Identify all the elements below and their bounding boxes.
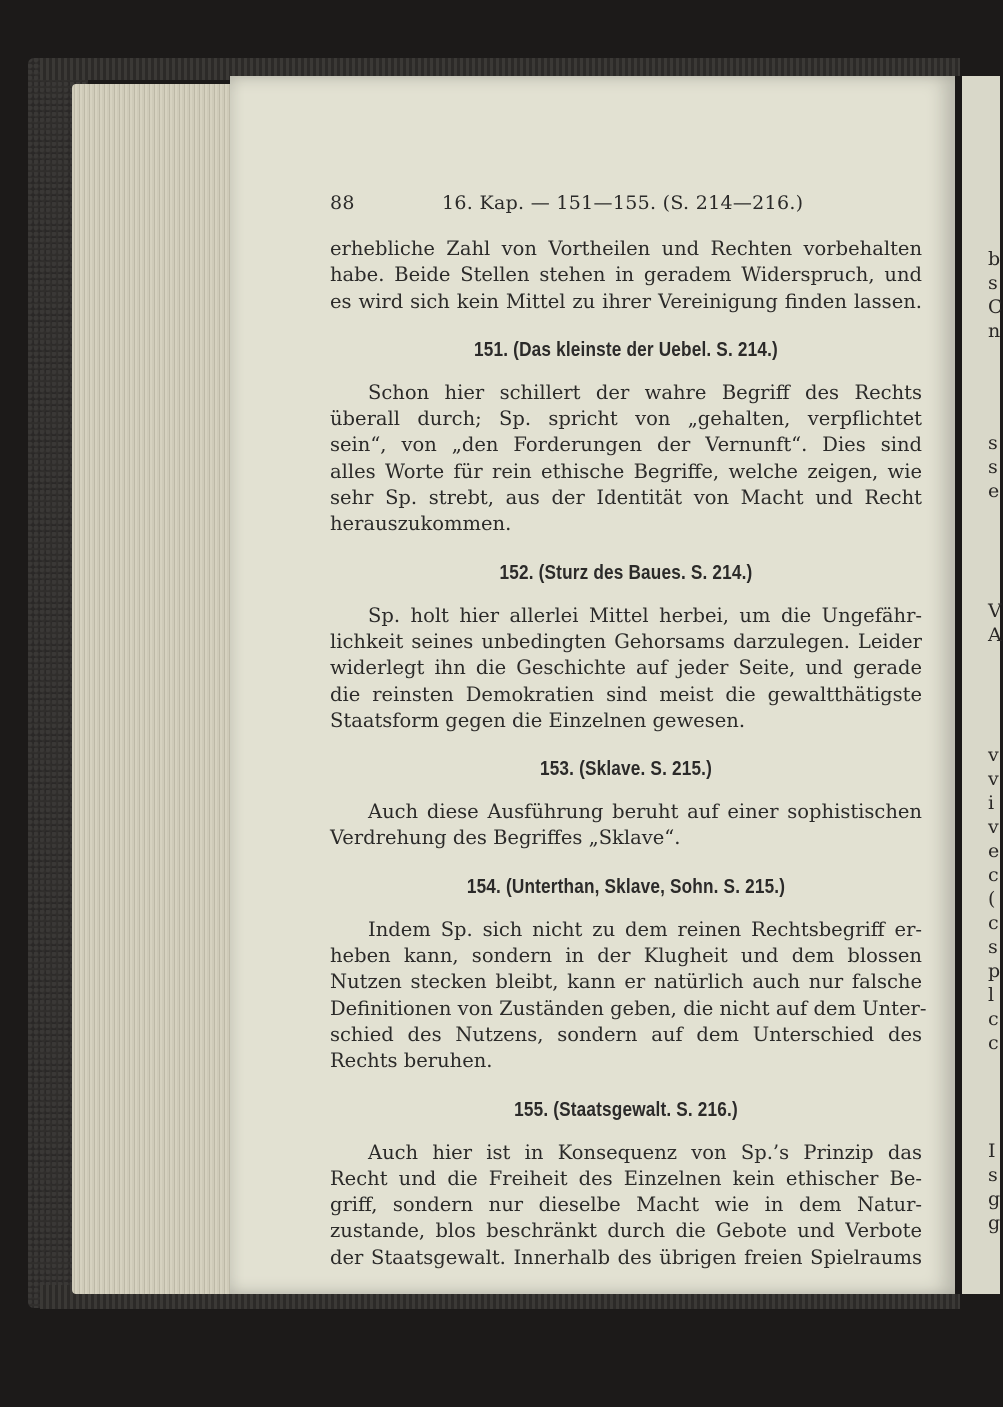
text-line: lichkeit seines unbedingten Gehorsams darzulegen. Leider: [330, 629, 922, 653]
facing-page-letter: c: [988, 1032, 999, 1054]
text-line: sehr Sp. strebt, aus der Identität von Macht und Recht: [330, 486, 922, 510]
section-155: [330, 1099, 922, 1271]
text-line: habe. Beide Stellen stehen in geradem Widerspruch, und: [330, 263, 922, 287]
facing-page-letter: s: [988, 456, 998, 478]
facing-page-letter: s: [988, 432, 998, 454]
text-line: die reinsten Demokratien sind meist die gewaltthätigste: [330, 682, 922, 706]
facing-page-letter: n: [988, 320, 1001, 342]
section-154: [330, 875, 927, 1075]
facing-page-letter: C: [988, 296, 1003, 318]
facing-page-letter: g: [988, 1188, 1001, 1210]
intro-paragraph: [330, 236, 922, 315]
section-heading: 155. (Staatsgewalt. S. 216.): [514, 1098, 738, 1121]
facing-page-letter: (: [988, 888, 996, 910]
facing-page-letter: v: [988, 744, 999, 766]
section-heading: 154. (Unterthan, Sklave, Sohn. S. 215.): [466, 875, 786, 898]
facing-page-letter: v: [988, 768, 999, 790]
text-line: der Staatsgewalt. Innerhalb des übrigen freien Spielraums: [330, 1245, 922, 1269]
section-paragraph: [330, 799, 922, 852]
text-line: herauszukommen.: [330, 512, 512, 536]
facing-page-letter: c: [988, 864, 999, 886]
facing-page-letter: p: [988, 960, 1001, 982]
text-line: Nutzen stecken bleibt, kann er natürlich auch nur falsche: [330, 970, 922, 994]
text-line: Definitionen von Zuständen geben, die nicht auf dem Unter-: [330, 996, 927, 1020]
text-line: erhebliche Zahl von Vortheilen und Rechten vorbehalten: [330, 237, 922, 260]
facing-page-letter: I: [988, 1140, 996, 1162]
text-line: widerlegt ihn die Geschichte auf jeder Seite, und gerade: [330, 656, 922, 680]
section-152: [330, 562, 922, 734]
facing-page-letter: s: [988, 272, 998, 294]
text-line: schied des Nutzens, sondern auf dem Unterschied des: [330, 1022, 922, 1046]
page-text: [330, 192, 927, 1271]
page-number: 88: [330, 192, 355, 214]
section-paragraph: [330, 380, 922, 538]
facing-page-letter: l: [988, 984, 995, 1006]
section-paragraph: [330, 1140, 922, 1271]
running-header: [330, 192, 922, 214]
section-153: [330, 758, 922, 852]
section-heading: 151. (Das kleinste der Uebel. S. 214.): [474, 338, 778, 361]
facing-page-letter: s: [988, 1164, 998, 1186]
text-line: Indem Sp. sich nicht zu dem reinen Rechtsbegriff er-: [368, 917, 922, 941]
facing-page-letter: e: [988, 480, 1000, 502]
running-title: 16. Kap. — 151—155. (S. 214—216.): [442, 192, 804, 214]
text-line: alles Worte für rein ethische Begriffe, welche zeigen, wie: [330, 459, 922, 483]
section-paragraph: [330, 603, 922, 734]
page-block-edges: [72, 84, 232, 1294]
text-line: Auch diese Ausführung beruht auf einer sophistischen: [368, 800, 922, 824]
text-line: Rechts beruhen.: [330, 1049, 493, 1073]
facing-page-letter: V: [988, 600, 1002, 622]
facing-page-letter: c: [988, 912, 999, 934]
section-paragraph: [330, 917, 927, 1075]
section-heading: 152. (Sturz des Baues. S. 214.): [499, 561, 753, 584]
text-line: heben kann, sondern in der Klugheit und dem blossen: [330, 944, 922, 968]
facing-page-letter: g: [988, 1212, 1001, 1234]
text-line: Sp. holt hier allerlei Mittel herbei, um die Ungefähr-: [368, 603, 922, 627]
text-line: es wird sich kein Mittel zu ihrer Vereinigung finden lassen.: [330, 289, 922, 313]
section-heading: 153. (Sklave. S. 215.): [539, 758, 713, 781]
text-line: Schon hier schillert der wahre Begriff des Rechts: [368, 380, 922, 404]
facing-page-letter: A: [988, 624, 1002, 646]
facing-page-letter: i: [988, 792, 995, 814]
facing-page-letter: s: [988, 936, 998, 958]
section-151: [330, 339, 922, 538]
facing-page-letter: b: [988, 248, 1001, 270]
facing-page-letter: v: [988, 816, 999, 838]
text-line: Staatsform gegen die Einzelnen gewesen.: [330, 708, 746, 732]
facing-page-letter: e: [988, 840, 1000, 862]
text-line: griff, sondern nur dieselbe Macht wie in dem Natur-: [330, 1193, 922, 1217]
facing-page-letter: c: [988, 1008, 999, 1030]
text-line: Auch hier ist in Konsequenz von Sp.’s Prinzip das: [368, 1140, 922, 1164]
facing-page-edge: [962, 76, 1003, 1294]
text-line: Recht und die Freiheit des Einzelnen kein ethischer Be-: [330, 1166, 922, 1190]
text-line: Verdrehung des Begriffes „Sklave“.: [330, 826, 681, 850]
text-line: überall durch; Sp. spricht von „gehalten, verpflichtet: [330, 407, 922, 431]
text-line: sein“, von „den Forderungen der Vernunft“. Dies sind: [330, 433, 922, 457]
text-line: zustande, blos beschränkt durch die Gebote und Verbote: [330, 1219, 922, 1243]
